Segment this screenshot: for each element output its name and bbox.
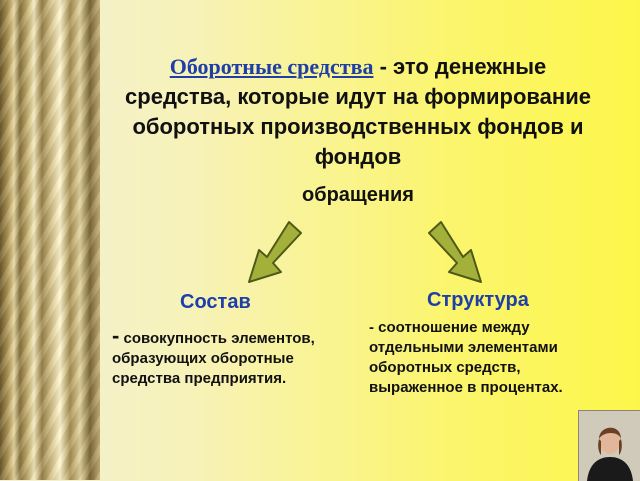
title-tail: обращения	[302, 184, 414, 206]
right-description: - соотношение между отдельными элементами оборотных средств, выраженное в процентах.	[369, 319, 563, 396]
left-description	[112, 323, 334, 389]
presenter-photo	[578, 410, 640, 481]
title-rest: - это денежные средства, которые идут на формирование оборотных производственных фондов и фондов	[125, 54, 591, 169]
left-text: совокупность элементов, образующих оборотные средства предприятия.	[112, 330, 315, 387]
right-heading: Структура	[427, 289, 529, 311]
arrow-down-left-icon	[243, 218, 305, 286]
decorative-gold-strip	[0, 0, 100, 480]
slide-title	[116, 52, 600, 172]
left-heading: Состав	[180, 291, 251, 313]
left-dash: -	[112, 323, 120, 348]
person-icon	[579, 411, 640, 481]
arrow-down-right-icon	[425, 218, 487, 286]
title-term: Оборотные средства	[169, 54, 374, 79]
